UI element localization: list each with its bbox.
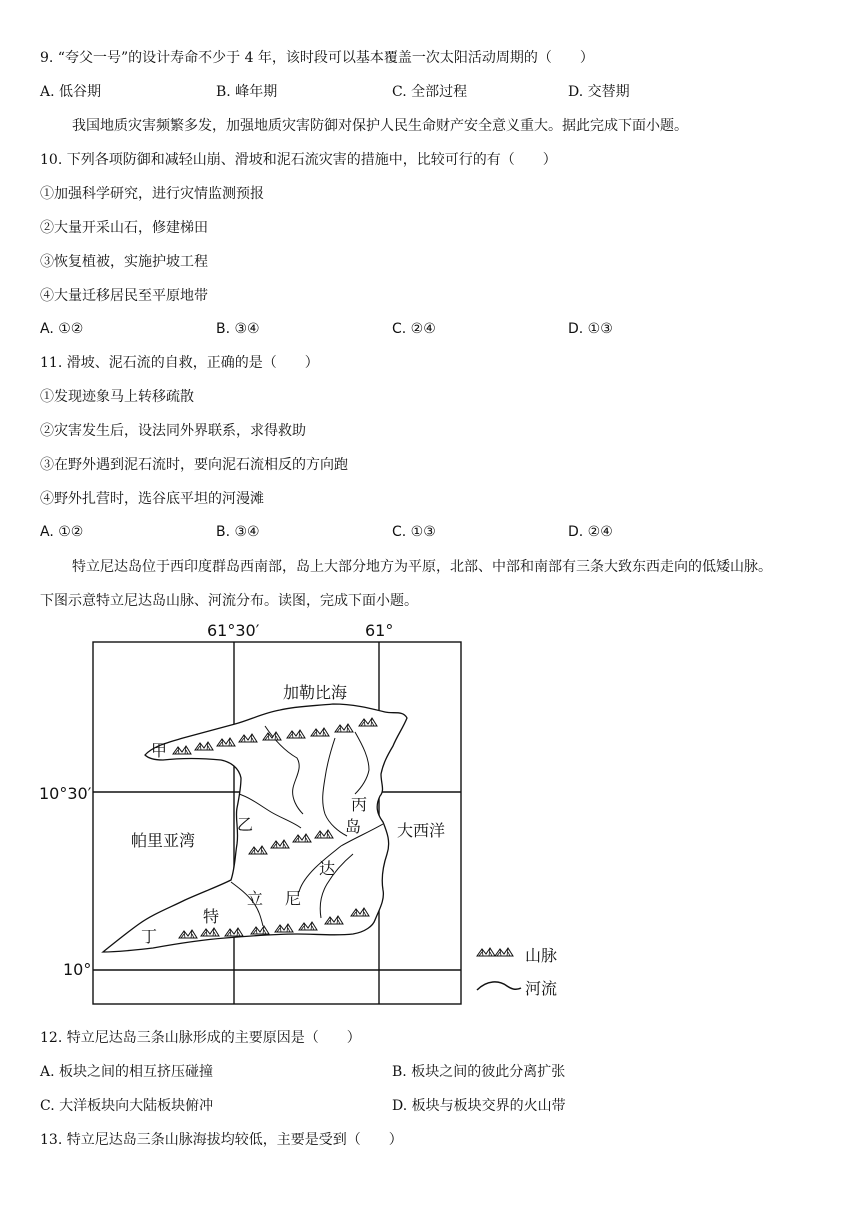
lat-label-10: 10°	[63, 960, 92, 979]
label-gulf-of-paria: 帕里亚湾	[131, 831, 196, 850]
q9-option-c: C. 全部过程	[392, 84, 468, 100]
label-atlantic-ocean: 大西洋	[397, 821, 446, 840]
q10-option-d: D. ①③	[568, 321, 613, 337]
lon-label-61: 61°	[365, 621, 394, 640]
q9-option-a: A. 低谷期	[40, 84, 102, 100]
q12-stem: 12. 特立尼达岛三条山脉形成的主要原因是（ ）	[40, 1030, 361, 1046]
legend-mountain-label: 山脉	[525, 946, 558, 965]
q11-option-a: A. ①②	[40, 524, 84, 540]
q10-item-4: ④大量迁移居民至平原地带	[40, 288, 208, 304]
q10-item-2: ②大量开采山石，修建梯田	[40, 220, 208, 236]
label-jia: 甲	[151, 741, 168, 760]
label-island-te: 特	[203, 907, 220, 926]
q10-stem: 10. 下列各项防御和减轻山崩、滑坡和泥石流灾害的措施中，比较可行的有（ ）	[40, 152, 557, 168]
q11-item-3: ③在野外遇到泥石流时，要向泥石流相反的方向跑	[40, 457, 348, 473]
legend-river-symbol	[477, 982, 521, 990]
intro-paragraph-2-line-2: 下图示意特立尼达岛山脉、河流分布。读图，完成下面小题。	[40, 593, 418, 609]
legend-mountain-symbol	[477, 948, 513, 956]
q11-option-b: B. ③④	[216, 524, 260, 540]
q10-option-a: A. ①②	[40, 321, 84, 337]
label-island-da: 达	[319, 859, 336, 878]
q11-stem: 11. 滑坡、泥石流的自救，正确的是（ ）	[40, 355, 319, 371]
label-island-dao: 岛	[345, 817, 362, 836]
q12-option-b: B. 板块之间的彼此分离扩张	[392, 1064, 566, 1080]
q12-option-c: C. 大洋板块向大陆板块俯冲	[40, 1098, 214, 1114]
q11-option-d: D. ②④	[568, 524, 613, 540]
label-island-li: 立	[247, 889, 264, 908]
q11-item-2: ②灾害发生后，设法同外界联系，求得救助	[40, 423, 306, 439]
q10-option-c: C. ②④	[392, 321, 436, 337]
q10-item-3: ③恢复植被，实施护坡工程	[40, 254, 208, 270]
legend-river-label: 河流	[525, 979, 558, 998]
q11-item-4: ④野外扎营时，选谷底平坦的河漫滩	[40, 491, 264, 507]
q12-option-d: D. 板块与板块交界的火山带	[392, 1098, 566, 1114]
lat-label-10-30: 10°30′	[39, 784, 92, 803]
q9-option-b: B. 峰年期	[216, 84, 278, 100]
q10-option-b: B. ③④	[216, 321, 260, 337]
label-yi: 乙	[237, 815, 254, 834]
q13-stem: 13. 特立尼达岛三条山脉海拔均较低，主要是受到（ ）	[40, 1132, 403, 1148]
label-ding: 丁	[141, 927, 158, 946]
label-bing: 丙	[351, 795, 368, 814]
intro-paragraph-1: 我国地质灾害频繁多发，加强地质灾害防御对保护人民生命财产安全意义重大。据此完成下面小题。	[72, 118, 688, 134]
q11-item-1: ①发现迹象马上转移疏散	[40, 389, 194, 405]
intro-paragraph-2-line-1: 特立尼达岛位于西印度群岛西南部，岛上大部分地方为平原，北部、中部和南部有三条大致东西走向的低矮山脉。	[72, 559, 772, 575]
label-caribbean-sea: 加勒比海	[283, 683, 348, 702]
trinidad-map	[35, 618, 575, 1010]
q11-option-c: C. ①③	[392, 524, 436, 540]
q9-stem: 9. “夸父一号”的设计寿命不少于 4 年，该时段可以基本覆盖一次太阳活动周期的（ ）	[40, 50, 594, 66]
lon-label-61-30: 61°30′	[207, 621, 260, 640]
q9-option-d: D. 交替期	[568, 84, 630, 100]
q10-item-1: ①加强科学研究，进行灾情监测预报	[40, 186, 264, 202]
q12-option-a: A. 板块之间的相互挤压碰撞	[40, 1064, 214, 1080]
label-island-ni: 尼	[285, 889, 302, 908]
